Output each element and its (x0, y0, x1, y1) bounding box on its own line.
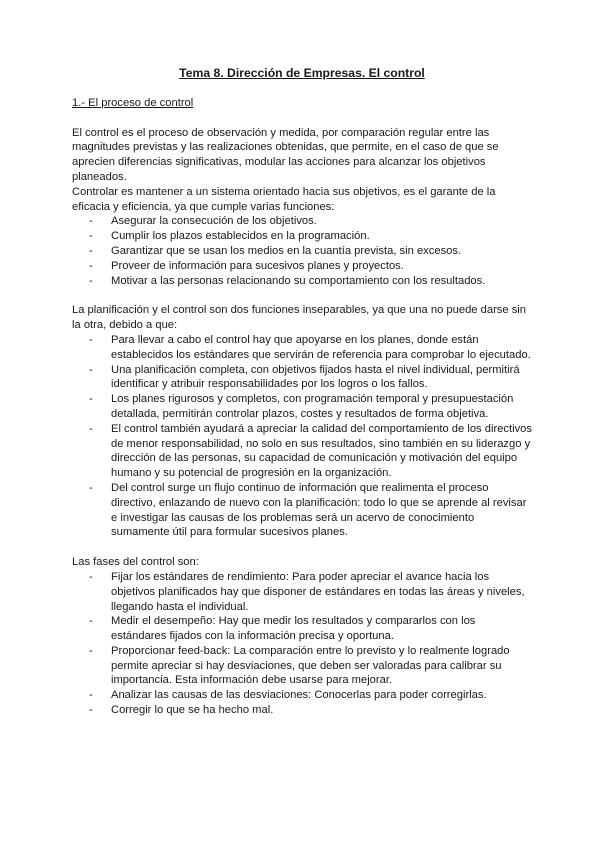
reasons-list (72, 333, 532, 540)
phases-list (72, 570, 532, 718)
list-item: - Una planificación completa, con objetivos fijados hasta el nivel individual, permitirá identificar y atribuir responsabilidades por los logros o los fallos. (72, 363, 532, 393)
intro-paragraph: El control es el proceso de observación y medida, por comparación regular entre las magnitudes previstas y las realizaciones obtenidas, que permite, en el caso de que se aprecien diferencias significativas, modular las acciones para alcanzar los objetivos planeados. (72, 126, 499, 183)
document-title: Tema 8. Dirección de Empresas. El control (179, 66, 425, 80)
spacer (72, 540, 532, 555)
list-item: - Analizar las causas de las desviaciones: Conocerlas para poder corregirlas. (72, 688, 532, 703)
phases-intro: Las fases del control son: (72, 556, 199, 569)
list-item: - Del control surge un flujo continuo de información que realimenta el proceso directivo, enlazando de nuevo con la planificación: todo lo que se aprende al revisar e investigar las causas de los problemas será un acervo de conocimiento sumamente útil para formular sucesivos planes. (72, 481, 532, 540)
list-item: - Motivar a las personas relacionando su comportamiento con los resultados. (72, 274, 532, 289)
list-item: - Cumplir los plazos establecidos en la programación. (72, 229, 532, 244)
functions-list (72, 214, 532, 288)
planning-paragraph: La planificación y el control son dos funciones inseparables, ya que una no puede darse sin la otra, debido a que: (72, 304, 527, 332)
spacer (72, 288, 532, 303)
list-item: - Para llevar a cabo el control hay que apoyarse en los planes, donde están establecidos los estándares que servirán de referencia para comprobar lo ejecutado. (72, 333, 532, 363)
list-item: - Asegurar la consecución de los objetivos. (72, 214, 532, 229)
list-item: - Medir el desempeño: Hay que medir los resultados y compararlos con los estándares fijados con la información precisa y oportuna. (72, 614, 532, 644)
list-item: - Proporcionar feed-back: La comparación entre lo previsto y lo realmente logrado permite apreciar si hay desviaciones, que deben ser valoradas para calibrar su importancia. Esta información debe usarse para mejorar. (72, 644, 532, 688)
list-item: - Fijar los estándares de rendimiento: Para poder apreciar el avance hacia los objetivos planificados hay que disponer de estándares en todas las áreas y niveles, llegando hasta el individual. (72, 570, 532, 614)
list-item: - Corregir lo que se ha hecho mal. (72, 703, 532, 718)
list-item: - Proveer de información para sucesivos planes y proyectos. (72, 259, 532, 274)
document-page (72, 66, 532, 718)
list-item: - Garantizar que se usan los medios en la cuantía prevista, sin excesos. (72, 244, 532, 259)
section-heading: 1.- El proceso de control (72, 96, 194, 109)
control-paragraph: Controlar es mantener a un sistema orientado hacia sus objetivos, es el garante de la eficacia y eficiencia, ya que cumple varias funciones: (72, 185, 496, 213)
list-item: - El control también ayudará a apreciar la calidad del comportamiento de los directivos de menor responsabilidad, no solo en sus resultados, sino también en su liderazgo y dirección de las personas, su capacidad de comunicación y motivación del equipo humano y su potencial de progresión en la organización. (72, 422, 532, 481)
list-item: - Los planes rigurosos y completos, con programación temporal y presupuestación detallada, permitirán controlar plazos, costes y resultados de forma objetiva. (72, 392, 532, 422)
